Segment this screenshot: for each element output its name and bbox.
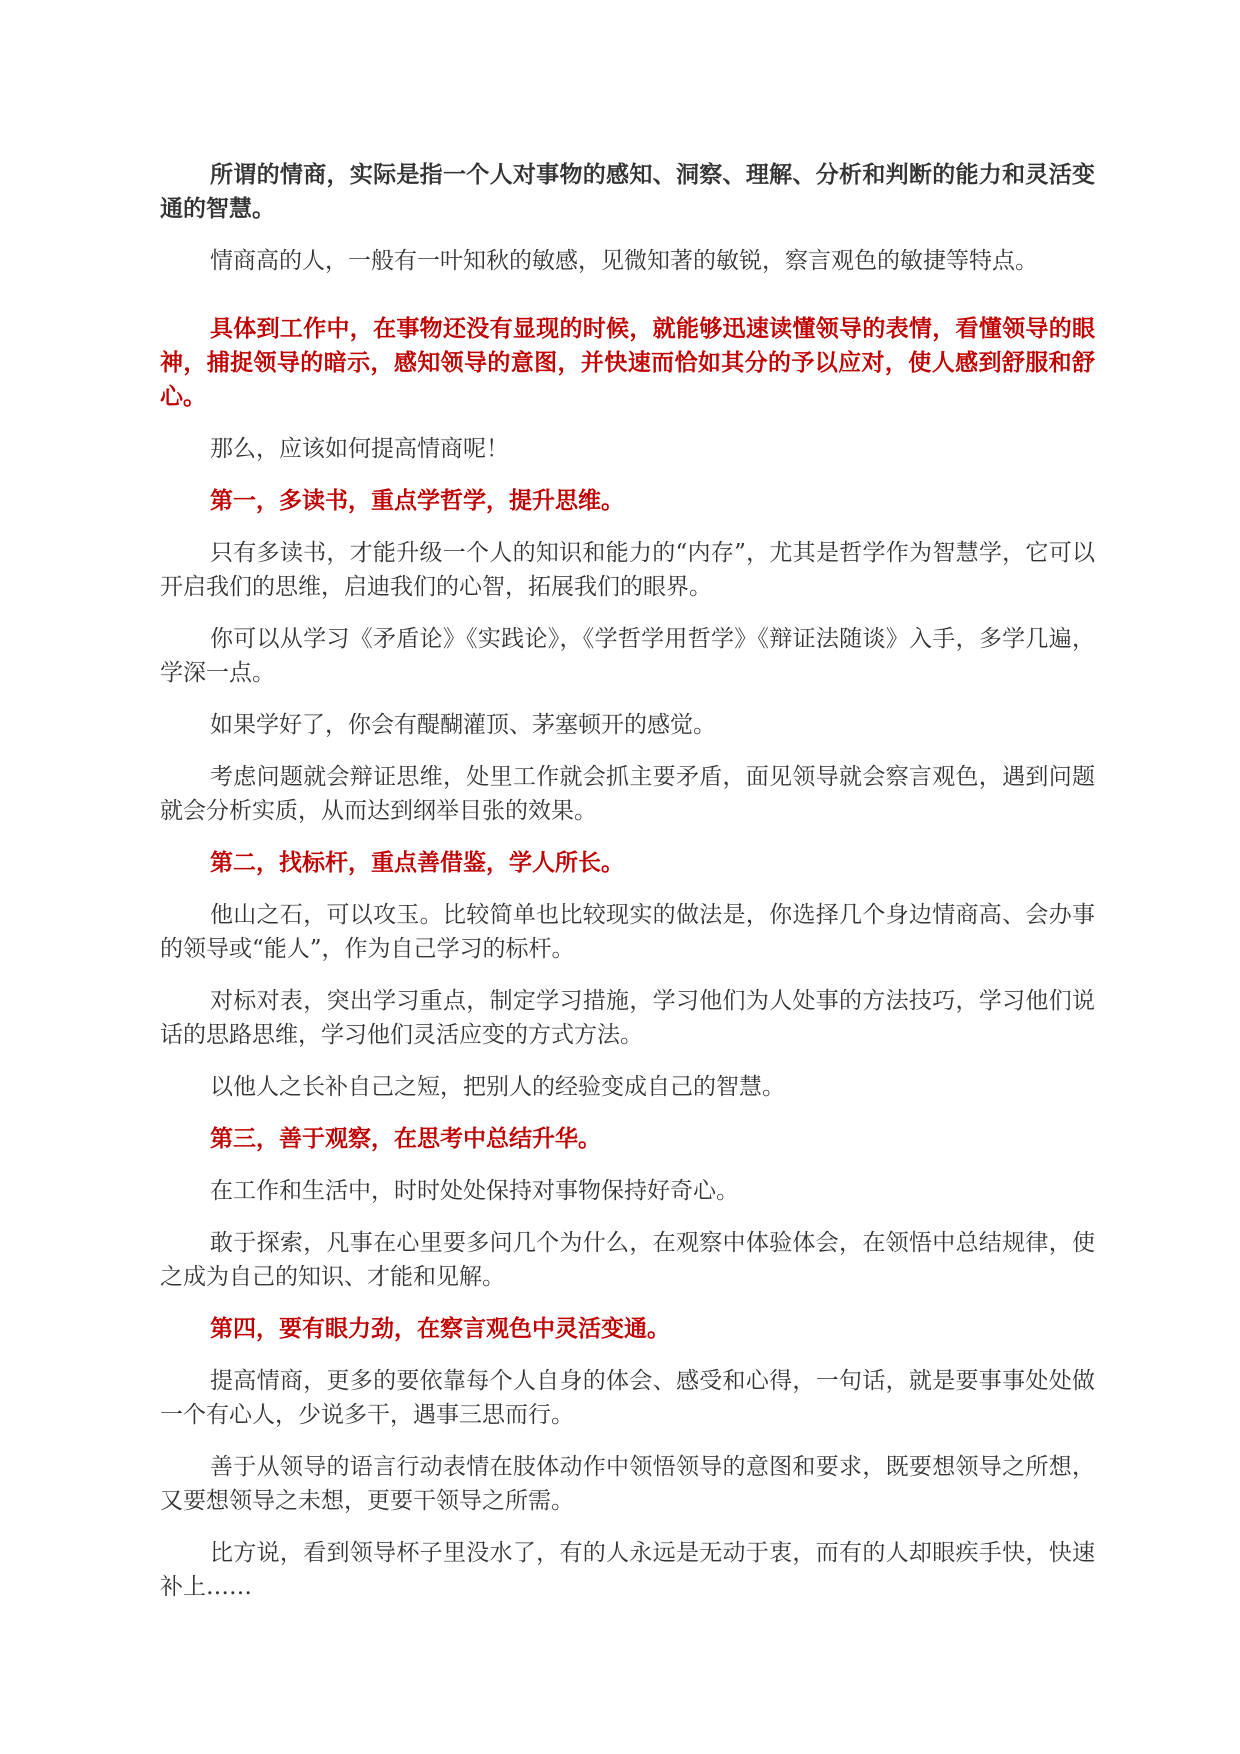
section4-paragraph-3: 比方说，看到领导杯子里没水了，有的人永远是无动于衷，而有的人却眼疾手快，快速补上…… xyxy=(160,1540,1095,1600)
section4-paragraph-1: 提高情商，更多的要依靠每个人自身的体会、感受和心得，一句话，就是要事事处处做一个有心人，少说多干，遇事三思而行。 xyxy=(160,1368,1095,1428)
traits-paragraph: 情商高的人，一般有一叶知秋的敏感，见微知著的敏锐，察言观色的敏捷等特点。 xyxy=(210,248,1038,274)
section4-paragraph-2: 善于从领导的语言行动表情在肢体动作中领悟领导的意图和要求，既要想领导之所想，又要想领导之未想，更要干领导之所需。 xyxy=(160,1454,1095,1514)
section-heading-3: 第三，善于观察，在思考中总结升华。 xyxy=(210,1125,601,1152)
workplace-highlight-paragraph: 具体到工作中，在事物还没有显现的时候，就能够迅速读懂领导的表情，看懂领导的眼神，捕捉领导的暗示，感知领导的意图，并快速而恰如其分的予以应对，使人感到舒服和舒心。 xyxy=(160,315,1095,410)
section-heading-4: 第四，要有眼力劲，在察言观色中灵活变通。 xyxy=(210,1315,670,1342)
section1-paragraph-4: 考虑问题就会辩证思维，处里工作就会抓主要矛盾，面见领导就会察言观色，遇到问题就会分析实质，从而达到纲举目张的效果。 xyxy=(160,764,1095,824)
document-body xyxy=(160,158,1095,1622)
section-heading-1: 第一，多读书，重点学哲学，提升思维。 xyxy=(210,487,624,514)
section2-paragraph-2: 对标对表，突出学习重点，制定学习措施，学习他们为人处事的方法技巧，学习他们说话的思路思维，学习他们灵活应变的方式方法。 xyxy=(160,988,1095,1048)
section1-paragraph-2: 你可以从学习《矛盾论》《实践论》，《学哲学用哲学》《辩证法随谈》入手，多学几遍，学深一点。 xyxy=(160,626,1095,686)
intro-definition-paragraph: 所谓的情商，实际是指一个人对事物的感知、洞察、理解、分析和判断的能力和灵活变通的智慧。 xyxy=(160,161,1095,222)
section1-paragraph-3: 如果学好了，你会有醍醐灌顶、茅塞顿开的感觉。 xyxy=(210,712,716,738)
section3-paragraph-1: 在工作和生活中，时时处处保持对事物保持好奇心。 xyxy=(210,1178,739,1204)
section1-paragraph-1: 只有多读书，才能升级一个人的知识和能力的“内存”，尤其是哲学作为智慧学，它可以开启我们的思维，启迪我们的心智，拓展我们的眼界。 xyxy=(160,540,1095,600)
section-heading-2: 第二，找标杆，重点善借鉴，学人所长。 xyxy=(210,849,624,876)
section3-paragraph-2: 敢于探索，凡事在心里要多问几个为什么，在观察中体验体会，在领悟中总结规律，使之成为自己的知识、才能和见解。 xyxy=(160,1230,1095,1290)
section2-paragraph-1: 他山之石，可以攻玉。比较简单也比较现实的做法是，你选择几个身边情商高、会办事的领导或“能人”，作为自己学习的标杆。 xyxy=(160,902,1095,962)
section2-paragraph-3: 以他人之长补自己之短，把别人的经验变成自己的智慧。 xyxy=(210,1074,785,1100)
question-paragraph: 那么，应该如何提高情商呢！ xyxy=(210,436,509,462)
